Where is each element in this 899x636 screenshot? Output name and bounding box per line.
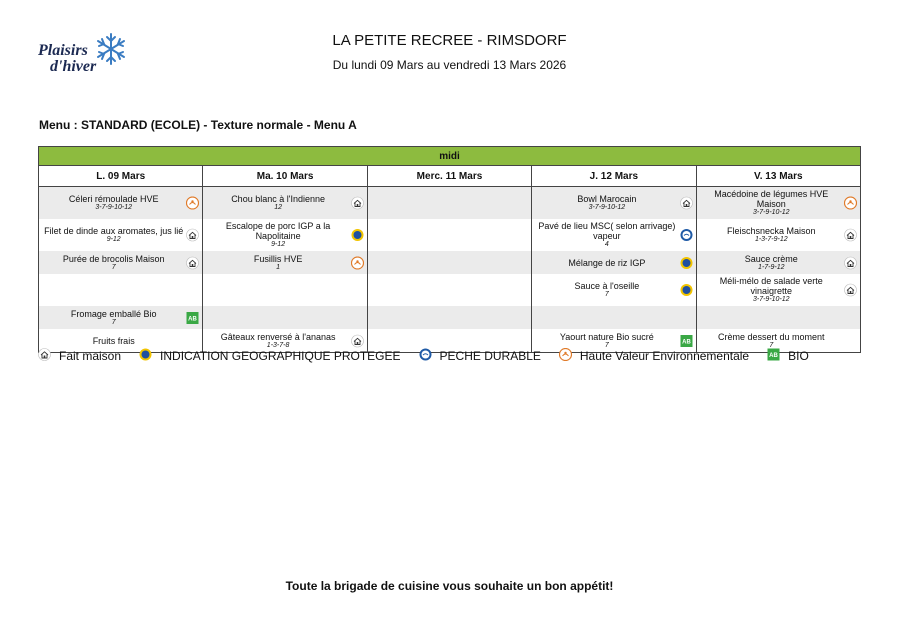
dish-name: Méli-mélo de salade verte vinaigrette — [719, 276, 823, 296]
menu-cell — [367, 219, 531, 251]
allergen-codes: 9-12 — [106, 236, 121, 243]
allergen-codes: 7 — [604, 341, 609, 349]
menu-cell — [203, 187, 367, 220]
menu-cell — [203, 274, 367, 306]
igp-icon — [351, 229, 364, 242]
dish-name: Céleri rémoulade HVE — [68, 194, 159, 204]
menu-row — [39, 306, 861, 329]
menu-cell — [532, 219, 696, 251]
date-range: Du lundi 09 Mars au vendredi 13 Mars 2026 — [332, 58, 567, 72]
dish-name: Yaourt nature Bio sucré — [559, 331, 654, 342]
legend-label: PECHE DURABLE — [439, 349, 541, 363]
allergen-codes: 7 — [769, 341, 774, 349]
allergen-codes: 1-7-9-12 — [758, 263, 785, 271]
footer-message: Toute la brigade de cuisine vous souhaite un bon appétit! — [285, 579, 614, 593]
menu-cell — [39, 306, 203, 329]
dish-name: Sauce à l'oseille — [574, 281, 640, 291]
menu-title: Menu : STANDARD (ECOLE) - Texture normale - Menu A — [39, 118, 357, 132]
logo-line1: Plaisirs — [38, 42, 88, 59]
menu-row — [39, 187, 861, 220]
legend-label: BIO — [788, 349, 809, 363]
dish-name: Filet de dinde aux aromates, jus lié — [44, 226, 184, 236]
day-header: Ma. 10 Mars — [203, 166, 367, 187]
legend-label: Haute Valeur Environnementale — [579, 349, 750, 363]
menu-cell — [39, 219, 203, 251]
dish-name: Crème dessert du moment — [718, 331, 825, 342]
bio-icon — [186, 311, 199, 324]
dish-name: Gâteaux renversé à l'ananas — [220, 331, 336, 342]
allergen-codes: 12 — [274, 204, 282, 211]
dish-name: Pavé de lieu MSC( selon arrivage) vapeur — [538, 221, 676, 241]
maison-icon — [186, 256, 199, 269]
igp-icon — [139, 348, 160, 364]
allergen-codes: 3-7-9-10-12 — [752, 296, 790, 303]
menu-table — [38, 146, 861, 353]
label-legend — [38, 348, 827, 364]
menu-cell — [532, 187, 696, 220]
menu-cell — [367, 187, 531, 220]
legend-label: INDICATION GEOGRAPHIQUE PROTEGEE — [160, 349, 401, 363]
legend-item — [419, 348, 541, 364]
menu-cell — [39, 274, 203, 306]
dish-name: Fusillis HVE — [253, 253, 303, 264]
maison-icon — [844, 229, 857, 242]
day-header: V. 13 Mars — [696, 166, 860, 187]
maison-icon — [844, 284, 857, 297]
dish-name: Fleischsnecka Maison — [727, 226, 816, 236]
menu-cell — [367, 251, 531, 274]
igp-icon — [680, 284, 693, 297]
svg-text:AB: AB — [769, 353, 778, 359]
dish-name: Escalope de porc IGP a la Napolitaine — [225, 221, 331, 241]
maison-icon — [680, 197, 693, 210]
menu-cell — [532, 306, 696, 329]
allergen-codes: 9-12 — [271, 241, 286, 248]
bio-icon — [680, 334, 693, 347]
dish-name: Mélange de riz IGP — [568, 257, 646, 268]
day-header: L. 09 Mars — [39, 166, 203, 187]
menu-cell — [696, 306, 860, 329]
allergen-codes: 1-3-7-9-12 — [754, 236, 788, 243]
allergen-codes: 4 — [604, 241, 609, 248]
maison-icon — [351, 334, 364, 347]
dish-name: Macédoine de légumes HVE Maison — [714, 189, 829, 209]
peche-icon — [419, 348, 440, 364]
service-header: midi — [39, 147, 861, 166]
legend-item — [559, 348, 749, 364]
hve-icon — [559, 348, 580, 364]
menu-cell — [696, 251, 860, 274]
allergen-codes: 7 — [604, 291, 609, 298]
legend-item — [767, 348, 809, 364]
menu-cell — [532, 274, 696, 306]
dish-name: Sauce crème — [744, 253, 798, 264]
menu-cell — [203, 306, 367, 329]
hve-icon — [844, 197, 857, 210]
allergen-codes: 7 — [111, 318, 116, 326]
logo-line2: d'hiver — [50, 58, 97, 75]
school-title: LA PETITE RECREE - RIMSDORF — [332, 32, 567, 49]
menu-cell — [696, 187, 860, 220]
svg-text:AB: AB — [188, 316, 198, 322]
menu-cell — [532, 251, 696, 274]
menu-cell — [367, 274, 531, 306]
svg-text:AB: AB — [681, 339, 691, 345]
allergen-codes: 3-7-9-10-12 — [588, 204, 626, 211]
dish-name: Fromage emballé Bio — [70, 308, 157, 319]
bio-icon — [767, 348, 788, 364]
dish-name: Chou blanc à l'Indienne — [231, 194, 325, 204]
day-header: J. 12 Mars — [532, 166, 696, 187]
dish-name: Bowl Marocain — [577, 194, 637, 204]
menu-cell — [367, 306, 531, 329]
menu-cell — [203, 219, 367, 251]
menu-row — [39, 274, 861, 306]
maison-icon — [38, 348, 59, 364]
hve-icon — [186, 197, 199, 210]
menu-cell — [39, 187, 203, 220]
maison-icon — [844, 256, 857, 269]
day-header-row — [39, 166, 861, 187]
legend-item — [139, 348, 400, 364]
menu-cell — [39, 251, 203, 274]
menu-cell — [696, 219, 860, 251]
menu-cell — [203, 251, 367, 274]
peche-icon — [680, 229, 693, 242]
menu-cell — [696, 274, 860, 306]
maison-icon — [351, 197, 364, 210]
hve-icon — [351, 256, 364, 269]
allergen-codes: 3-7-9-10-12 — [752, 209, 790, 216]
allergen-codes: 1-3-7-8 — [266, 341, 290, 349]
allergen-codes: 7 — [111, 263, 116, 271]
dish-name: Fruits frais — [92, 335, 135, 346]
menu-row — [39, 251, 861, 274]
dish-name: Purée de brocolis Maison — [62, 253, 165, 264]
legend-item — [38, 348, 121, 364]
day-header: Merc. 11 Mars — [367, 166, 531, 187]
igp-icon — [680, 256, 693, 269]
allergen-codes: 1 — [276, 263, 281, 271]
allergen-codes: 3-7-9-10-12 — [95, 204, 132, 211]
maison-icon — [186, 229, 199, 242]
legend-label: Fait maison — [59, 349, 122, 363]
menu-row — [39, 219, 861, 251]
